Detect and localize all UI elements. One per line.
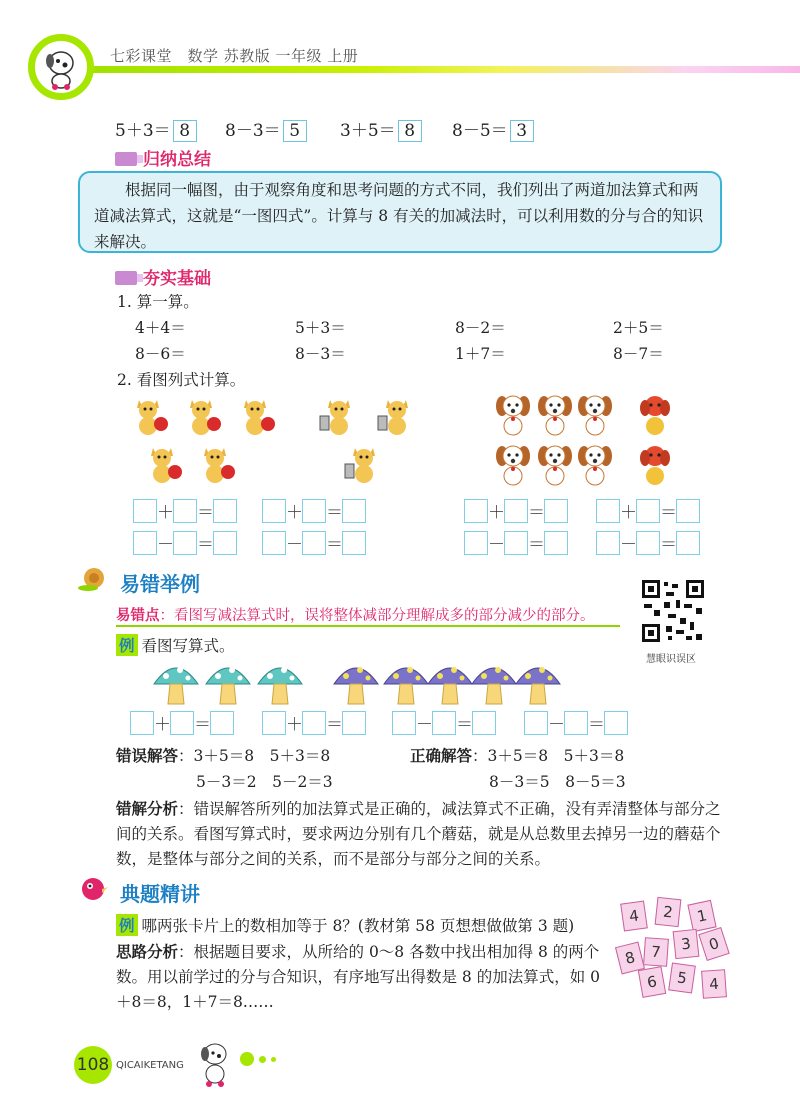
- puppy-icon: [494, 442, 532, 486]
- answer-box: 8: [398, 120, 422, 142]
- top-equation-1: [115, 116, 197, 142]
- basics-tag: [115, 264, 211, 289]
- blank-box[interactable]: [636, 531, 660, 555]
- q1-item: 8－2＝: [455, 319, 506, 337]
- blank-box[interactable]: [392, 711, 416, 735]
- plus-sign: ＋: [286, 715, 303, 735]
- divider: [116, 625, 620, 627]
- top-equation-2: [225, 116, 307, 142]
- blank-box[interactable]: [342, 711, 366, 735]
- footer-brand: QICAIKETANG: [116, 1060, 184, 1071]
- blank-box[interactable]: [604, 711, 628, 735]
- number-card: 0: [698, 927, 729, 961]
- equals-sign: ＝: [660, 503, 677, 523]
- addition-template: [262, 710, 366, 735]
- cat-with-ball-icon: [200, 444, 236, 484]
- subtraction-template: [464, 530, 568, 555]
- teal-mushroom-icon: [202, 658, 254, 708]
- q1-item: 8－6＝: [135, 345, 186, 363]
- teal-mushroom-icon: [150, 658, 202, 708]
- blank-box[interactable]: [302, 531, 326, 555]
- mistakes-title: 易错举例: [120, 572, 200, 596]
- minus-sign: －: [157, 535, 174, 555]
- blank-box[interactable]: [173, 531, 197, 555]
- header-bar: [60, 66, 800, 73]
- cat-with-ball-icon: [147, 444, 183, 484]
- equation-expr: 3＋5＝: [340, 121, 396, 141]
- puppy-icon: [576, 392, 614, 436]
- puppy-icon: [494, 392, 532, 436]
- minus-sign: －: [488, 535, 505, 555]
- error-analysis: [116, 797, 724, 872]
- blank-box[interactable]: [676, 531, 700, 555]
- number-card: 8: [615, 942, 645, 975]
- minus-sign: －: [620, 535, 637, 555]
- number-card: 1: [687, 900, 716, 932]
- idea-text: ：根据题目要求，从所给的 0～8 各数中找出相加得 8 的两个数。用以前学过的分与合知识，有序地写出得数是 8 的加法算式，如 0＋8＝8，1＋7＝8……: [116, 943, 601, 1011]
- cat-with-ball-icon: [133, 396, 169, 436]
- answer-box: 5: [283, 120, 307, 142]
- blank-box[interactable]: [302, 499, 326, 523]
- blank-box[interactable]: [596, 531, 620, 555]
- equation-expr: 5＋3＝: [115, 121, 171, 141]
- purple-mushroom-icon: [512, 658, 564, 708]
- dog-mascot-icon: [35, 41, 87, 93]
- summary-tag: [115, 145, 211, 170]
- blank-box[interactable]: [262, 499, 286, 523]
- blank-box[interactable]: [504, 531, 528, 555]
- typical-question: [116, 914, 574, 936]
- idea-label: 思路分析: [116, 943, 179, 961]
- right-text1: ：3＋5＝8 5＋3＝8: [472, 747, 625, 765]
- minus-sign: －: [548, 715, 565, 735]
- blank-box[interactable]: [464, 499, 488, 523]
- number-card: 4: [620, 900, 648, 931]
- addition-template: [133, 498, 237, 523]
- example-text: 看图写算式。: [141, 637, 235, 655]
- answer-box: 8: [173, 120, 197, 142]
- summary-box: 根据同一幅图，由于观察角度和思考问题的方式不同，我们列出了两道加法算式和两道减法算式，这就是“一图四式”。计算与 8 有关的加减法时，可以利用数的分与合的知识来解决。: [78, 171, 722, 253]
- q1-item: 1＋7＝: [455, 345, 506, 363]
- puppy-icon: [576, 442, 614, 486]
- wrong-answer-line2: 5－3＝2 5－2＝3: [196, 773, 333, 791]
- blank-box[interactable]: [213, 531, 237, 555]
- minus-sign: －: [416, 715, 433, 735]
- blank-box[interactable]: [342, 531, 366, 555]
- number-card: 3: [673, 929, 700, 959]
- mistake-point-label: 易错点: [116, 608, 160, 624]
- blank-box[interactable]: [432, 711, 456, 735]
- q1-item: 5＋3＝: [295, 319, 346, 337]
- right-answer-line1: [410, 744, 624, 766]
- header-title: 七彩课堂 数学 苏教版 一年级 上册: [110, 47, 359, 65]
- equals-sign: ＝: [197, 535, 214, 555]
- blank-box[interactable]: [676, 499, 700, 523]
- subtraction-template: [596, 530, 700, 555]
- mascot-badge: [28, 34, 94, 100]
- red-dog-icon: [636, 442, 674, 486]
- plus-sign: ＋: [620, 503, 637, 523]
- blank-box[interactable]: [262, 711, 286, 735]
- blank-box[interactable]: [342, 499, 366, 523]
- blank-box[interactable]: [262, 531, 286, 555]
- cat-with-ball-icon: [186, 396, 222, 436]
- blank-box[interactable]: [130, 711, 154, 735]
- puppy-icon: [536, 392, 574, 436]
- qr-caption: 慧眼识误区: [646, 654, 696, 665]
- blank-box[interactable]: [133, 499, 157, 523]
- blank-box[interactable]: [170, 711, 194, 735]
- q1-item: 8－3＝: [295, 345, 346, 363]
- plus-sign: ＋: [154, 715, 171, 735]
- addition-template: [130, 710, 234, 735]
- page-number: 108: [74, 1046, 112, 1084]
- plus-sign: ＋: [286, 503, 303, 523]
- blank-box[interactable]: [173, 499, 197, 523]
- red-dog-icon: [636, 392, 674, 436]
- answer-box: 3: [510, 120, 534, 142]
- cat-with-can-icon: [318, 396, 354, 436]
- equals-sign: ＝: [326, 503, 343, 523]
- subtraction-template: [524, 710, 628, 735]
- equals-sign: ＝: [588, 715, 605, 735]
- equals-sign: ＝: [660, 535, 677, 555]
- purple-mushroom-icon: [330, 658, 382, 708]
- equals-sign: ＝: [528, 535, 545, 555]
- subtraction-template: [133, 530, 237, 555]
- number-card: 4: [701, 969, 727, 999]
- example-mark: 例: [116, 634, 138, 656]
- mistake-point-text: ：看图写减法算式时，误将整体减部分理解成多的部分减少的部分。: [159, 608, 595, 624]
- footer-dot: [271, 1057, 276, 1062]
- subtraction-template: [262, 530, 366, 555]
- mistake-point: [116, 604, 595, 625]
- addition-template: [262, 498, 366, 523]
- equals-sign: ＝: [456, 715, 473, 735]
- blank-box[interactable]: [472, 711, 496, 735]
- analysis-label: 错解分析: [116, 800, 179, 818]
- number-card: 5: [668, 962, 696, 993]
- equals-sign: ＝: [528, 503, 545, 523]
- equals-sign: ＝: [326, 535, 343, 555]
- equals-sign: ＝: [194, 715, 211, 735]
- question-text: 哪两张卡片上的数相加等于 8？(教材第 58 页想想做做第 3 题): [141, 917, 575, 935]
- blank-box[interactable]: [504, 499, 528, 523]
- wrong-label: 错误解答: [116, 747, 179, 765]
- minus-sign: －: [286, 535, 303, 555]
- plus-sign: ＋: [488, 503, 505, 523]
- cat-with-ball-icon: [240, 396, 276, 436]
- blank-box[interactable]: [564, 711, 588, 735]
- example-line: [116, 634, 235, 656]
- equals-sign: ＝: [326, 715, 343, 735]
- card-tag-icon: [115, 152, 137, 166]
- blank-box[interactable]: [544, 499, 568, 523]
- q1-title: 1. 算一算。: [117, 293, 199, 311]
- subtraction-template: [392, 710, 496, 735]
- footer-dot: [259, 1056, 266, 1063]
- snail-mascot-icon: [78, 564, 108, 592]
- number-card: 7: [643, 937, 669, 967]
- number-card: 2: [655, 897, 682, 927]
- addition-template: [596, 498, 700, 523]
- equation-expr: 8－5＝: [452, 121, 508, 141]
- blank-box[interactable]: [544, 531, 568, 555]
- q1-item: 2＋5＝: [613, 319, 664, 337]
- dog-mascot-icon: [198, 1040, 232, 1088]
- blank-box[interactable]: [133, 531, 157, 555]
- addition-template: [464, 498, 568, 523]
- basics-label: 夯实基础: [143, 269, 211, 289]
- wrong-text1: ：3＋5＝8 5＋3＝8: [178, 747, 331, 765]
- blank-box[interactable]: [210, 711, 234, 735]
- top-equation-4: [452, 116, 534, 142]
- teal-mushroom-icon: [254, 658, 306, 708]
- qr-code-icon: [640, 578, 706, 644]
- bird-mascot-icon: [78, 874, 108, 904]
- card-tag-icon: [115, 271, 137, 285]
- right-answer-line2: 8－3＝5 8－5＝3: [489, 773, 626, 791]
- equation-expr: 8－3＝: [225, 121, 281, 141]
- q1-item: 8－7＝: [613, 345, 664, 363]
- wrong-answer-line1: [116, 744, 330, 766]
- blank-box[interactable]: [213, 499, 237, 523]
- blank-box[interactable]: [636, 499, 660, 523]
- analysis-text: ：错误解答所列的加法算式是正确的，减法算式不正确，没有弄清整体与部分之间的关系。看图写算式时，要求两边分别有几个蘑菇，就是从总数里去掉另一边的蘑菇个数，是整体与部分之间的关系，而不是部分与部分之间的关系。: [116, 800, 721, 868]
- q2-title: 2. 看图列式计算。: [117, 371, 246, 389]
- summary-label: 归纳总结: [143, 150, 211, 170]
- blank-box[interactable]: [596, 499, 620, 523]
- q1-item: 4＋4＝: [135, 319, 186, 337]
- equals-sign: ＝: [197, 503, 214, 523]
- footer-dot: [240, 1052, 254, 1066]
- number-card: 6: [638, 966, 666, 998]
- example-mark: 例: [116, 914, 138, 936]
- cat-with-can-icon: [376, 396, 412, 436]
- typical-title: 典题精讲: [120, 882, 200, 906]
- right-label: 正确解答: [410, 747, 473, 765]
- blank-box[interactable]: [524, 711, 548, 735]
- blank-box[interactable]: [302, 711, 326, 735]
- puppy-icon: [536, 442, 574, 486]
- blank-box[interactable]: [464, 531, 488, 555]
- cat-with-can-icon: [343, 444, 379, 484]
- plus-sign: ＋: [157, 503, 174, 523]
- top-equation-3: [340, 116, 422, 142]
- idea-analysis: [116, 940, 606, 1015]
